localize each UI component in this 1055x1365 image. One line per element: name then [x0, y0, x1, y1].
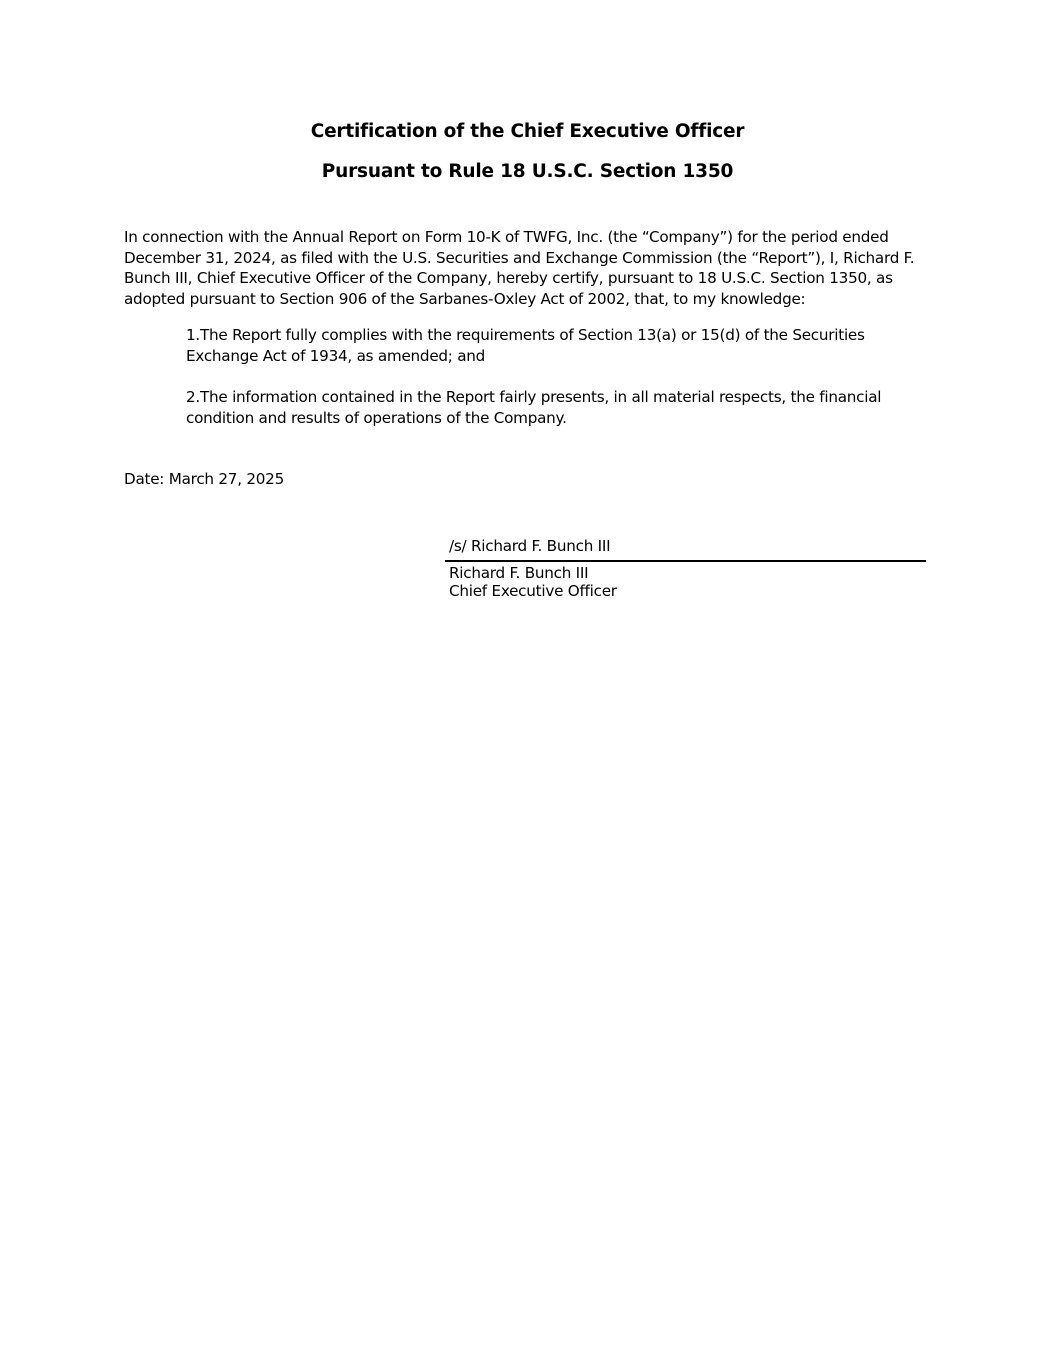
signature-block — [445, 536, 926, 600]
document-title: Certification of the Chief Executive Officer — [310, 121, 745, 142]
certification-item-1: 1.The Report fully complies with the requirements of Section 13(a) or 15(d) of the Securities Exchange Act of 1934, as amended; and — [186, 326, 865, 365]
date-line: Date: March 27, 2025 — [124, 470, 285, 488]
signer-title: Chief Executive Officer — [449, 581, 617, 600]
signature-line: /s/ Richard F. Bunch III — [445, 536, 926, 562]
certification-item-2: 2.The information contained in the Report fairly presents, in all material respects, the financial condition and results of operations of the Company. — [186, 388, 882, 427]
document-subtitle: Pursuant to Rule 18 U.S.C. Section 1350 — [321, 161, 734, 182]
intro-paragraph: In connection with the Annual Report on Form 10-K of TWFG, Inc. (the “Company”) for the period ended December 31, 2024, as filed with the U.S. Securities and Exchange Commission (the “Report”), I, Richard F. Bunch III, Chief Executive Officer of the Company, hereby certify, pursuant to 18 U.S.C. Section 1350, as adopted pursuant to Section 906 of the Sarbanes-Oxley Act of 2002, that, to my knowledge: — [124, 228, 915, 308]
signer-name: Richard F. Bunch III — [449, 564, 589, 582]
